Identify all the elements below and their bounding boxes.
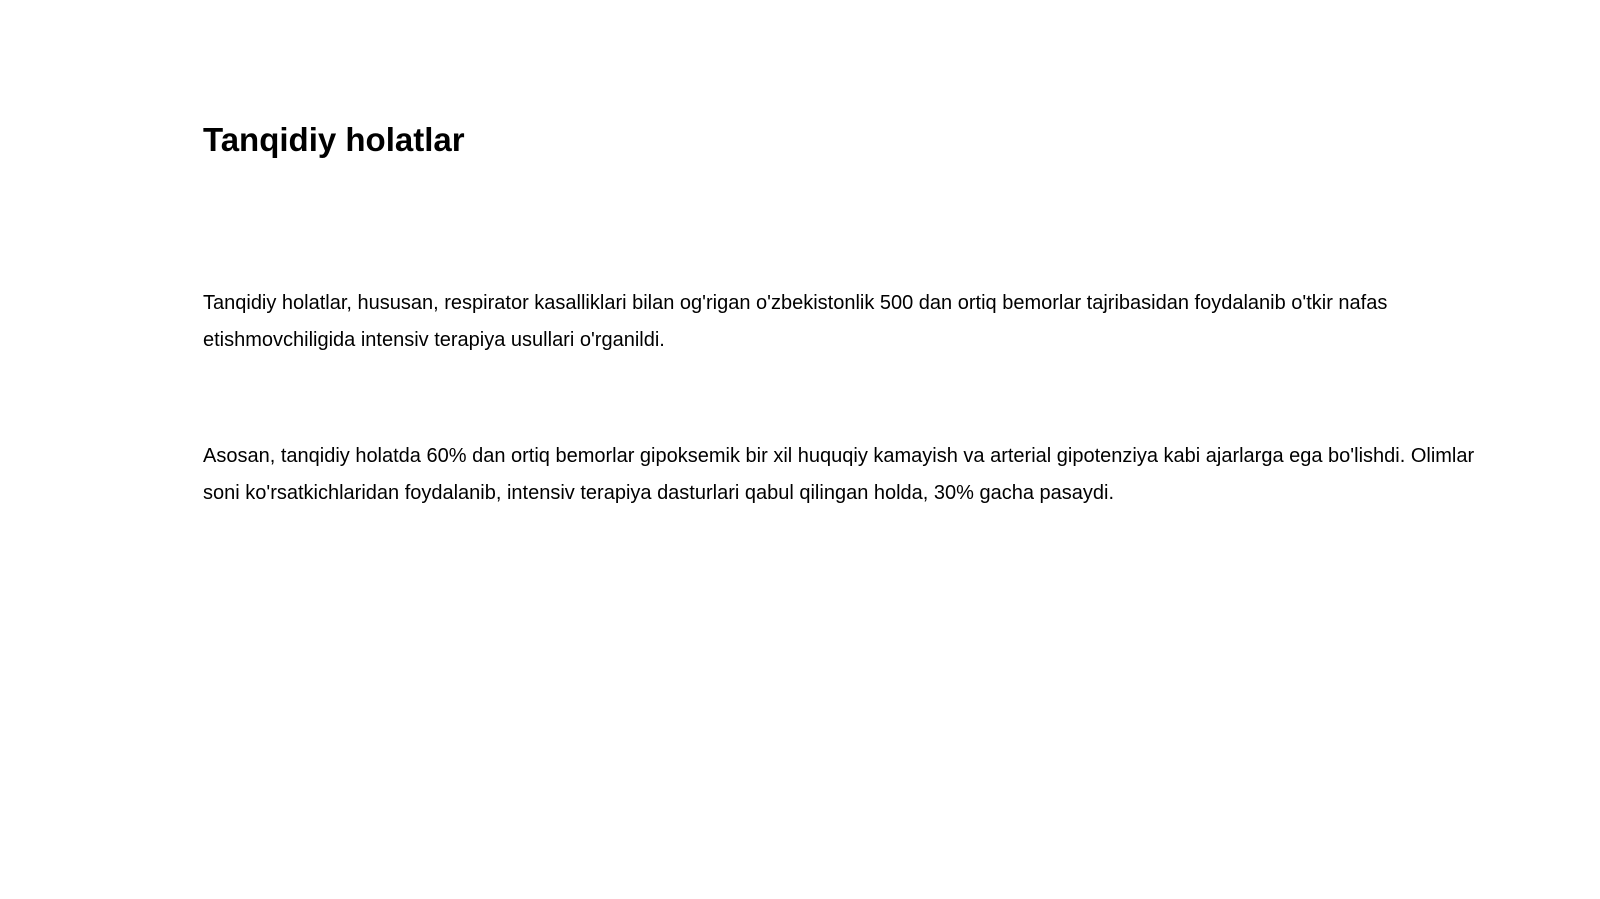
body-paragraph-1: Tanqidiy holatlar, hususan, respirator kasalliklari bilan og'rigan o'zbekistonlik 500 dan ortiq bemorlar tajribasidan foydalanib o'tkir nafas etishmovchiligida intensiv terapiya usullari o'rganildi.	[203, 292, 1388, 351]
body-paragraph-2: Asosan, tanqidiy holatda 60% dan ortiq bemorlar gipoksemik bir xil huquqiy kamayish va arterial gipotenziya kabi ajarlarga ega bo'lishdi. Olimlar soni ko'rsatkichlaridan foydalanib, intensiv terapiya dasturlari qabul qilingan holda, 30% gacha pasaydi.	[203, 445, 1475, 504]
slide-title: Tanqidiy holatlar	[203, 121, 465, 158]
